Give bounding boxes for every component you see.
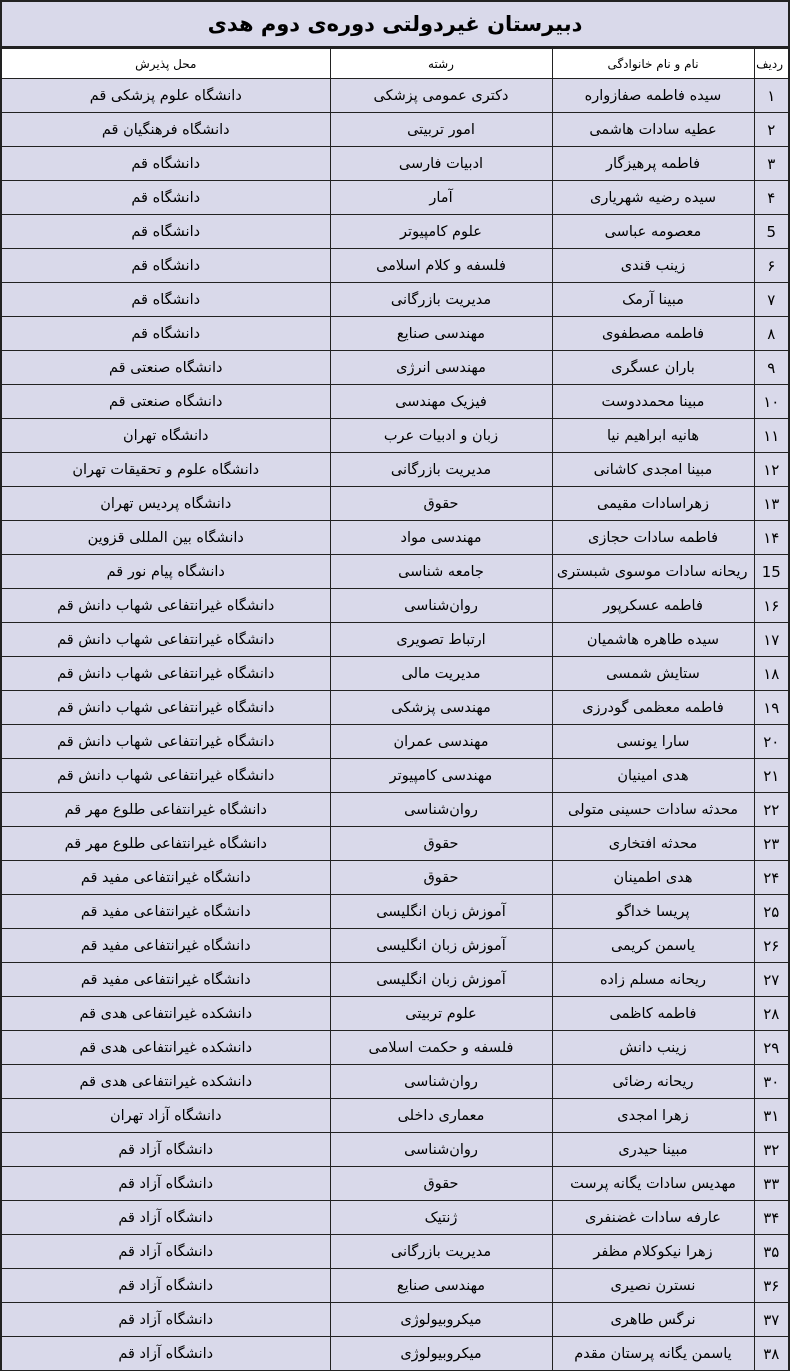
- field-cell: جامعه شناسی: [330, 555, 552, 589]
- field-cell: آموزش زبان انگلیسی: [330, 963, 552, 997]
- student-name-cell: سیده رضیه شهریاری: [552, 181, 754, 215]
- table-row: [2, 385, 788, 419]
- admission-place-cell: دانشگاه غیرانتفاعی مفید قم: [2, 963, 330, 997]
- field-cell: مهندسی صنایع: [330, 317, 552, 351]
- student-name-cell: مهدیس سادات یگانه پرست: [552, 1167, 754, 1201]
- student-name-cell: هدی امینیان: [552, 759, 754, 793]
- table-row: [2, 1031, 788, 1065]
- row-number-cell: ۳۰: [754, 1065, 788, 1099]
- field-cell: فلسفه و کلام اسلامی: [330, 249, 552, 283]
- student-name-cell: زینب قندی: [552, 249, 754, 283]
- student-name-cell: ستایش شمسی: [552, 657, 754, 691]
- field-cell: روان‌شناسی: [330, 1065, 552, 1099]
- field-cell: دکتری عمومی پزشکی: [330, 79, 552, 113]
- student-name-cell: نسترن نصیری: [552, 1269, 754, 1303]
- row-number-cell: ۲۲: [754, 793, 788, 827]
- field-cell: امور تربیتی: [330, 113, 552, 147]
- field-cell: مدیریت مالی: [330, 657, 552, 691]
- table-row: [2, 895, 788, 929]
- admission-place-cell: دانشگاه صنعتی قم: [2, 385, 330, 419]
- table-row: [2, 623, 788, 657]
- student-name-cell: ریحانه رضائی: [552, 1065, 754, 1099]
- admission-place-cell: دانشگاه قم: [2, 215, 330, 249]
- header-admission-place: محل پذیرش: [2, 49, 330, 79]
- table-row: [2, 487, 788, 521]
- admission-place-cell: دانشگاه غیرانتفاعی مفید قم: [2, 929, 330, 963]
- student-name-cell: هدی اطمینان: [552, 861, 754, 895]
- row-number-cell: ۲۷: [754, 963, 788, 997]
- admission-place-cell: دانشگاه آزاد قم: [2, 1269, 330, 1303]
- admission-place-cell: دانشگاه پردیس تهران: [2, 487, 330, 521]
- student-name-cell: نرگس طاهری: [552, 1303, 754, 1337]
- student-name-cell: فاطمه کاظمی: [552, 997, 754, 1031]
- field-cell: ژنتیک: [330, 1201, 552, 1235]
- student-name-cell: سارا یونسی: [552, 725, 754, 759]
- student-name-cell: سیده فاطمه صفازواره: [552, 79, 754, 113]
- field-cell: مدیریت بازرگانی: [330, 453, 552, 487]
- admission-place-cell: دانشگاه غیرانتفاعی شهاب دانش قم: [2, 657, 330, 691]
- field-cell: آموزش زبان انگلیسی: [330, 929, 552, 963]
- admission-place-cell: دانشگاه غیرانتفاعی شهاب دانش قم: [2, 725, 330, 759]
- field-cell: مهندسی کامپیوتر: [330, 759, 552, 793]
- student-name-cell: عطیه سادات هاشمی: [552, 113, 754, 147]
- table-row: [2, 759, 788, 793]
- field-cell: مدیریت بازرگانی: [330, 283, 552, 317]
- header-row-number: ردیف: [754, 49, 788, 79]
- table-row: [2, 317, 788, 351]
- table-row: [2, 555, 788, 589]
- admission-place-cell: دانشگاه فرهنگیان قم: [2, 113, 330, 147]
- student-name-cell: ریحانه مسلم زاده: [552, 963, 754, 997]
- row-number-cell: ۱۴: [754, 521, 788, 555]
- row-number-cell: ۲۵: [754, 895, 788, 929]
- row-number-cell: ۲۴: [754, 861, 788, 895]
- table-row: [2, 1235, 788, 1269]
- table-row: [2, 861, 788, 895]
- student-name-cell: محدثه افتخاری: [552, 827, 754, 861]
- field-cell: مهندسی مواد: [330, 521, 552, 555]
- admission-place-cell: دانشگاه آزاد قم: [2, 1133, 330, 1167]
- row-number-cell: ۳۷: [754, 1303, 788, 1337]
- field-cell: آموزش زبان انگلیسی: [330, 895, 552, 929]
- row-number-cell: ۳: [754, 147, 788, 181]
- admission-place-cell: دانشگاه آزاد قم: [2, 1201, 330, 1235]
- student-name-cell: زهرا نیکوکلام مظفر: [552, 1235, 754, 1269]
- table-row: [2, 1303, 788, 1337]
- row-number-cell: ۱۳: [754, 487, 788, 521]
- table-row: [2, 929, 788, 963]
- field-cell: فیزیک مهندسی: [330, 385, 552, 419]
- row-number-cell: ۶: [754, 249, 788, 283]
- row-number-cell: ۲۱: [754, 759, 788, 793]
- field-cell: آمار: [330, 181, 552, 215]
- student-name-cell: فاطمه عسکرپور: [552, 589, 754, 623]
- admission-place-cell: دانشگاه آزاد قم: [2, 1167, 330, 1201]
- table-row: [2, 249, 788, 283]
- header-field: رشته: [330, 49, 552, 79]
- table-row: [2, 963, 788, 997]
- table-row: [2, 1269, 788, 1303]
- row-number-cell: ۱۱: [754, 419, 788, 453]
- student-name-cell: معصومه عباسی: [552, 215, 754, 249]
- field-cell: ارتباط تصویری: [330, 623, 552, 657]
- student-name-cell: یاسمن کریمی: [552, 929, 754, 963]
- admissions-table: [2, 48, 788, 1370]
- table-row: [2, 1099, 788, 1133]
- field-cell: روان‌شناسی: [330, 793, 552, 827]
- admission-place-cell: دانشگاه غیرانتفاعی طلوع مهر قم: [2, 793, 330, 827]
- field-cell: فلسفه و حکمت اسلامی: [330, 1031, 552, 1065]
- student-name-cell: مبینا امجدی کاشانی: [552, 453, 754, 487]
- table-row: [2, 725, 788, 759]
- row-number-cell: ۷: [754, 283, 788, 317]
- row-number-cell: ۳۸: [754, 1337, 788, 1371]
- field-cell: مدیریت بازرگانی: [330, 1235, 552, 1269]
- row-number-cell: ۲۶: [754, 929, 788, 963]
- admission-place-cell: دانشگاه غیرانتفاعی مفید قم: [2, 895, 330, 929]
- field-cell: میکروبیولوژی: [330, 1303, 552, 1337]
- row-number-cell: ۳۱: [754, 1099, 788, 1133]
- table-row: [2, 113, 788, 147]
- field-cell: میکروبیولوژی: [330, 1337, 552, 1371]
- row-number-cell: ۳۵: [754, 1235, 788, 1269]
- table-row: [2, 1201, 788, 1235]
- table-row: [2, 657, 788, 691]
- admission-place-cell: دانشگاه صنعتی قم: [2, 351, 330, 385]
- student-name-cell: زهرا امجدی: [552, 1099, 754, 1133]
- admission-place-cell: دانشگاه قم: [2, 317, 330, 351]
- row-number-cell: ۱۰: [754, 385, 788, 419]
- page-title: دبیرستان غیردولتی دوره‌ی دوم هدی: [2, 2, 788, 48]
- field-cell: روان‌شناسی: [330, 1133, 552, 1167]
- row-number-cell: ۱۹: [754, 691, 788, 725]
- student-name-cell: پریسا خداگو: [552, 895, 754, 929]
- admission-place-cell: دانشکده غیرانتفاعی هدی قم: [2, 997, 330, 1031]
- table-row: [2, 793, 788, 827]
- row-number-cell: ۲۳: [754, 827, 788, 861]
- field-cell: علوم تربیتی: [330, 997, 552, 1031]
- student-name-cell: فاطمه معظمی گودرزی: [552, 691, 754, 725]
- row-number-cell: 5: [754, 215, 788, 249]
- student-name-cell: هانیه ابراهیم نیا: [552, 419, 754, 453]
- admission-place-cell: دانشکده غیرانتفاعی هدی قم: [2, 1065, 330, 1099]
- table-row: [2, 589, 788, 623]
- admission-place-cell: دانشگاه غیرانتفاعی شهاب دانش قم: [2, 691, 330, 725]
- row-number-cell: ۲۰: [754, 725, 788, 759]
- table-row: [2, 1065, 788, 1099]
- table-row: [2, 521, 788, 555]
- row-number-cell: 15: [754, 555, 788, 589]
- row-number-cell: ۸: [754, 317, 788, 351]
- row-number-cell: ۲: [754, 113, 788, 147]
- admission-place-cell: دانشگاه قم: [2, 181, 330, 215]
- table-row: [2, 453, 788, 487]
- admission-place-cell: دانشگاه تهران: [2, 419, 330, 453]
- student-name-cell: فاطمه پرهیزگار: [552, 147, 754, 181]
- header-row: [2, 49, 788, 79]
- table-row: [2, 79, 788, 113]
- field-cell: روان‌شناسی: [330, 589, 552, 623]
- student-name-cell: فاطمه مصطفوی: [552, 317, 754, 351]
- table-row: [2, 351, 788, 385]
- student-name-cell: فاطمه سادات حجازی: [552, 521, 754, 555]
- admission-place-cell: دانشگاه غیرانتفاعی شهاب دانش قم: [2, 759, 330, 793]
- row-number-cell: ۱۷: [754, 623, 788, 657]
- row-number-cell: ۱۸: [754, 657, 788, 691]
- admission-place-cell: دانشگاه پیام نور قم: [2, 555, 330, 589]
- admission-place-cell: دانشگاه قم: [2, 283, 330, 317]
- field-cell: زبان و ادبیات عرب: [330, 419, 552, 453]
- admission-place-cell: دانشگاه غیرانتفاعی شهاب دانش قم: [2, 623, 330, 657]
- row-number-cell: ۱۲: [754, 453, 788, 487]
- row-number-cell: ۳۴: [754, 1201, 788, 1235]
- table-row: [2, 1167, 788, 1201]
- row-number-cell: ۱۶: [754, 589, 788, 623]
- table-row: [2, 827, 788, 861]
- admission-place-cell: دانشگاه آزاد تهران: [2, 1099, 330, 1133]
- row-number-cell: ۹: [754, 351, 788, 385]
- table-row: [2, 147, 788, 181]
- table-row: [2, 997, 788, 1031]
- field-cell: حقوق: [330, 827, 552, 861]
- header-full-name: نام و نام خانوادگی: [552, 49, 754, 79]
- table-row: [2, 691, 788, 725]
- field-cell: حقوق: [330, 487, 552, 521]
- admission-place-cell: دانشگاه آزاد قم: [2, 1337, 330, 1371]
- admission-place-cell: دانشگاه آزاد قم: [2, 1303, 330, 1337]
- field-cell: معماری داخلی: [330, 1099, 552, 1133]
- field-cell: علوم کامپیوتر: [330, 215, 552, 249]
- admission-place-cell: دانشگاه علوم پزشکی قم: [2, 79, 330, 113]
- student-name-cell: سیده طاهره هاشمیان: [552, 623, 754, 657]
- student-name-cell: محدثه سادات حسینی متولی: [552, 793, 754, 827]
- field-cell: حقوق: [330, 861, 552, 895]
- table-row: [2, 419, 788, 453]
- student-name-cell: ریحانه سادات موسوی شبستری: [552, 555, 754, 589]
- row-number-cell: ۳۲: [754, 1133, 788, 1167]
- student-name-cell: مبینا حیدری: [552, 1133, 754, 1167]
- field-cell: مهندسی صنایع: [330, 1269, 552, 1303]
- row-number-cell: ۳۶: [754, 1269, 788, 1303]
- row-number-cell: ۳۳: [754, 1167, 788, 1201]
- student-name-cell: زهراسادات مقیمی: [552, 487, 754, 521]
- row-number-cell: ۲۸: [754, 997, 788, 1031]
- admission-place-cell: دانشگاه آزاد قم: [2, 1235, 330, 1269]
- admission-place-cell: دانشگاه بین المللی قزوین: [2, 521, 330, 555]
- student-name-cell: عارفه سادات غضنفری: [552, 1201, 754, 1235]
- admission-place-cell: دانشگاه قم: [2, 147, 330, 181]
- row-number-cell: ۱: [754, 79, 788, 113]
- admission-place-cell: دانشگاه غیرانتفاعی شهاب دانش قم: [2, 589, 330, 623]
- admission-place-cell: دانشگاه علوم و تحقیقات تهران: [2, 453, 330, 487]
- admission-place-cell: دانشگاه غیرانتفاعی مفید قم: [2, 861, 330, 895]
- field-cell: مهندسی عمران: [330, 725, 552, 759]
- student-name-cell: مبینا آرمک: [552, 283, 754, 317]
- table-row: [2, 1337, 788, 1371]
- field-cell: حقوق: [330, 1167, 552, 1201]
- admission-place-cell: دانشکده غیرانتفاعی هدی قم: [2, 1031, 330, 1065]
- student-name-cell: باران عسگری: [552, 351, 754, 385]
- student-name-cell: یاسمن یگانه پرستان مقدم: [552, 1337, 754, 1371]
- field-cell: مهندسی انرژی: [330, 351, 552, 385]
- admission-place-cell: دانشگاه غیرانتفاعی طلوع مهر قم: [2, 827, 330, 861]
- row-number-cell: ۴: [754, 181, 788, 215]
- field-cell: مهندسی پزشکی: [330, 691, 552, 725]
- student-name-cell: زینب دانش: [552, 1031, 754, 1065]
- student-name-cell: مبینا محمددوست: [552, 385, 754, 419]
- table-row: [2, 215, 788, 249]
- table-row: [2, 181, 788, 215]
- table-row: [2, 1133, 788, 1167]
- admission-place-cell: دانشگاه قم: [2, 249, 330, 283]
- row-number-cell: ۲۹: [754, 1031, 788, 1065]
- table-row: [2, 283, 788, 317]
- field-cell: ادبیات فارسی: [330, 147, 552, 181]
